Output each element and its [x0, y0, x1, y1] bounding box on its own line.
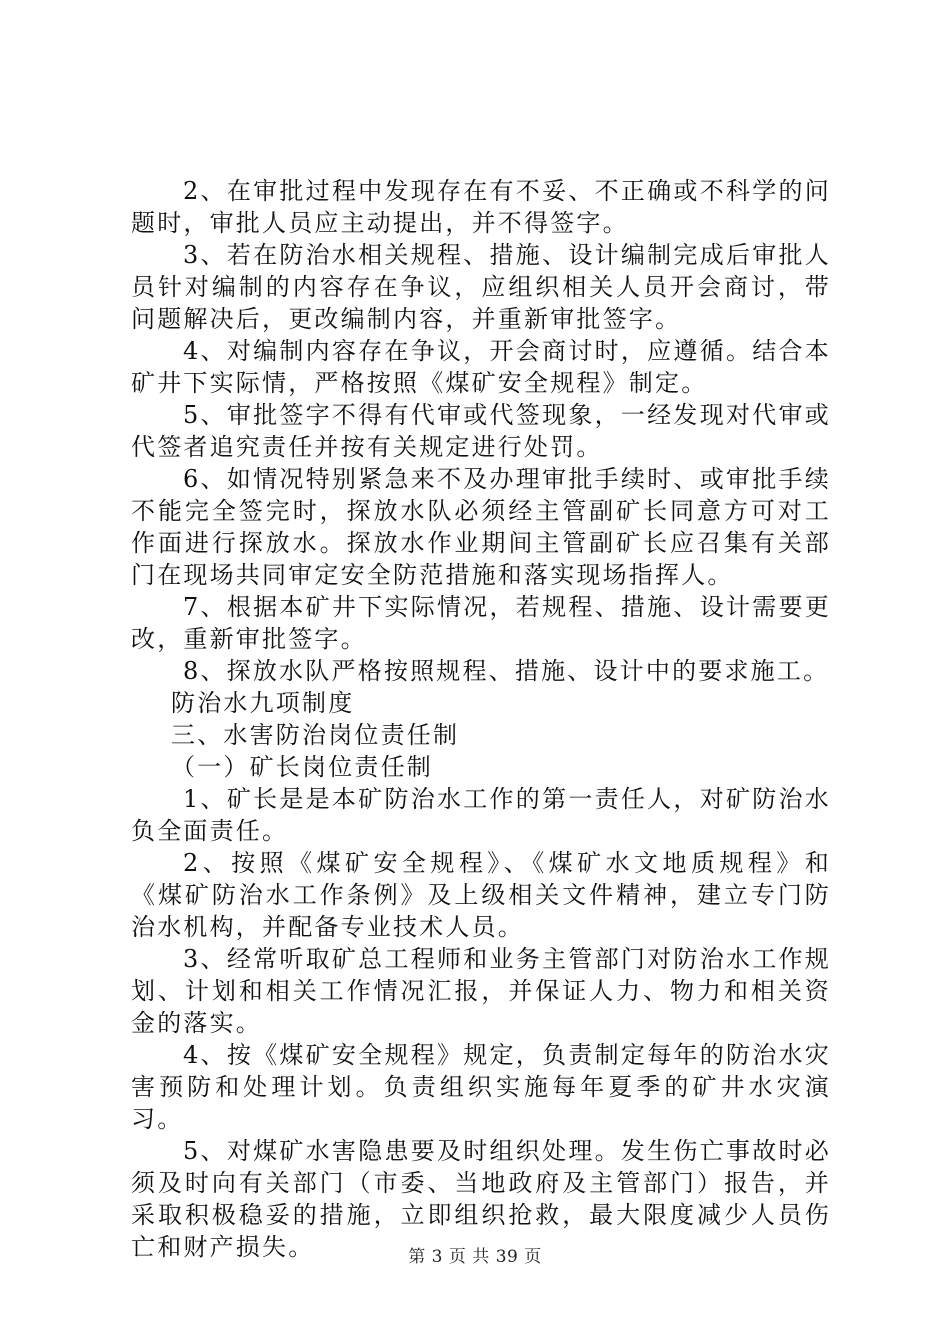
paragraph: 2、在审批过程中发现存在有不妥、不正确或不科学的问题时，审批人员应主动提出，并不得签字。	[131, 177, 831, 237]
page-number-footer: 第 3 页 共 39 页	[408, 1247, 542, 1267]
paragraph: 8、探放水队严格按照规程、措施、设计中的要求施工。	[183, 657, 830, 685]
paragraph: 4、按《煤矿安全规程》规定，负责制定每年的防治水灾害预防和处理计划。负责组织实施每年夏季的矿井水灾演习。	[131, 1041, 831, 1133]
paragraph: 5、审批签字不得有代审或代签现象，一经发现对代审或代签者追究责任并按有关规定进行处罚。	[131, 401, 831, 461]
paragraph: 2、按照《煤矿安全规程》、《煤矿水文地质规程》和《煤矿防治水工作条例》及上级相关文件精神，建立专门防治水机构，并配备专业技术人员。	[131, 849, 831, 941]
subsection-heading: （一）矿长岗位责任制	[171, 753, 433, 781]
section-heading: 三、水害防治岗位责任制	[171, 721, 460, 749]
section-heading: 防治水九项制度	[171, 689, 355, 717]
paragraph: 3、经常听取矿总工程师和业务主管部门对防治水工作规划、计划和相关工作情况汇报，并保证人力、物力和相关资金的落实。	[131, 945, 831, 1037]
document-body	[131, 175, 831, 1263]
paragraph: 3、若在防治水相关规程、措施、设计编制完成后审批人员针对编制的内容存在争议，应组织相关人员开会商讨，带问题解决后，更改编制内容，并重新审批签字。	[131, 241, 831, 333]
paragraph: 5、对煤矿水害隐患要及时组织处理。发生伤亡事故时必须及时向有关部门（市委、当地政府及主管部门）报告，并采取积极稳妥的措施，立即组织抢救，最大限度减少人员伤亡和财产损失。	[131, 1137, 831, 1261]
paragraph: 4、对编制内容存在争议，开会商讨时，应遵循。结合本矿井下实际情，严格按照《煤矿安全规程》制定。	[131, 337, 831, 397]
paragraph: 6、如情况特别紧急来不及办理审批手续时、或审批手续不能完全签完时，探放水队必须经主管副矿长同意方可对工作面进行探放水。探放水作业期间主管副矿长应召集有关部门在现场共同审定安全防范措施和落实现场指挥人。	[131, 465, 831, 589]
paragraph: 7、根据本矿井下实际情况，若规程、措施、设计需要更改，重新审批签字。	[131, 593, 831, 653]
paragraph: 1、矿长是是本矿防治水工作的第一责任人，对矿防治水负全面责任。	[131, 785, 831, 845]
